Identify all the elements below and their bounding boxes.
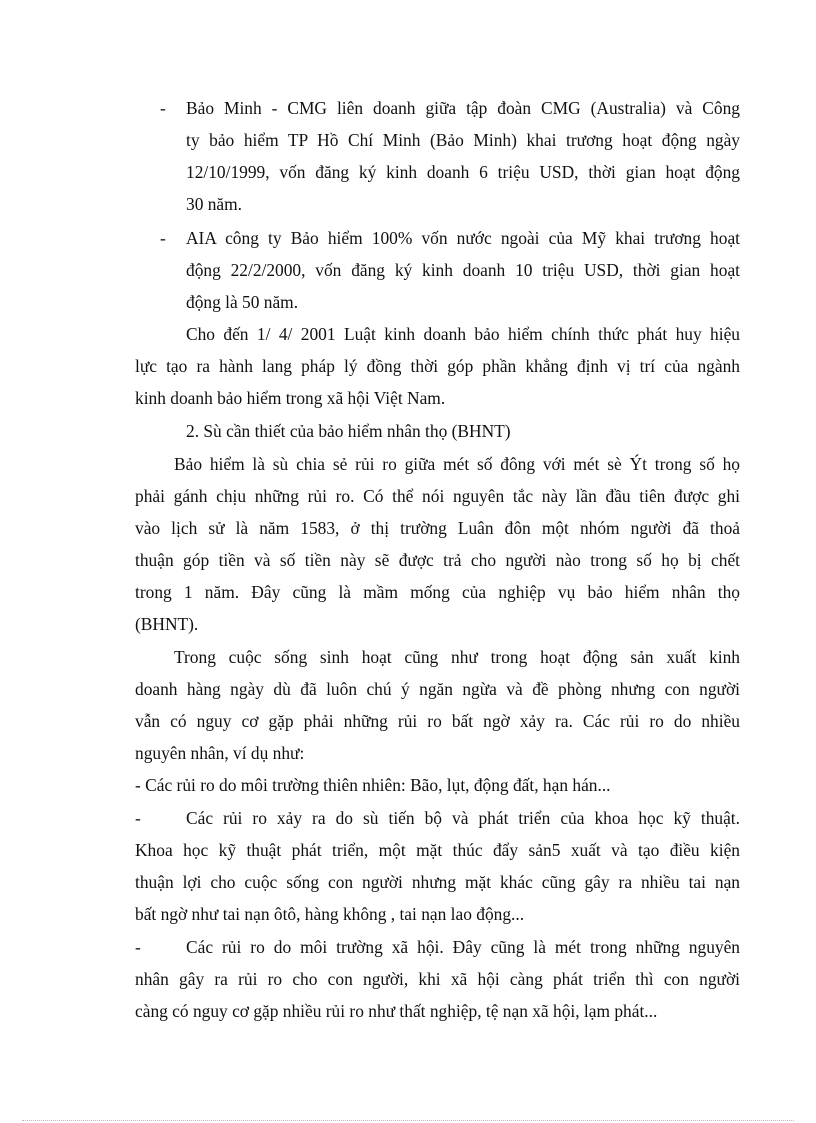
text-line: lực tạo ra hành lang pháp lý đồng thời góp phần khẳng định vị trí của ngành — [135, 356, 740, 376]
text-line: động 22/2/2000, vốn đăng ký kinh doanh 10 triệu USD, thời gian hoạt — [186, 260, 740, 280]
text-line: trong 1 năm. Đây cũng là mầm mống của nghiệp vụ bảo hiểm nhân thọ — [135, 582, 740, 602]
text-line: Các rủi ro xảy ra do sù tiến bộ và phát triển của khoa học kỹ thuật. — [186, 808, 740, 828]
text-line: 30 năm. — [186, 194, 243, 214]
text-line: Cho đến 1/ 4/ 2001 Luật kinh doanh bảo hiểm chính thức phát huy hiệu — [186, 324, 740, 344]
text-line: càng có nguy cơ gặp nhiều rủi ro như thất nghiệp, tệ nạn xã hội, lạm phát... — [135, 1001, 658, 1021]
text-line: vẫn có nguy cơ gặp phải những rủi ro bất ngờ xảy ra. Các rủi ro do nhiều — [135, 711, 740, 731]
text-line: phải gánh chịu những rủi ro. Có thể nói nguyên tắc này lần đầu tiên được ghi — [135, 486, 740, 506]
text-line: doanh hàng ngày dù đã luôn chú ý ngăn ngừa và đề phòng nhưng con người — [135, 679, 740, 699]
section-heading: 2. Sù cần thiết của bảo hiểm nhân thọ (BHNT) — [186, 421, 511, 441]
page-bottom-divider — [22, 1120, 794, 1121]
bullet-marker: - — [160, 98, 166, 118]
text-line: Bảo Minh - CMG liên doanh giữa tập đoàn CMG (Australia) và Công — [186, 98, 740, 118]
text-line: nhân gây ra rủi ro cho con người, khi xã hội càng phát triển thì con người — [135, 969, 740, 989]
text-line: AIA công ty Bảo hiểm 100% vốn nước ngoài của Mỹ khai trương hoạt — [186, 228, 740, 248]
text-line: vào lịch sử là năm 1583, ở thị trường Luân đôn một nhóm người đã thoả — [135, 518, 740, 538]
text-line: nguyên nhân, ví dụ như: — [135, 743, 305, 763]
text-line: bất ngờ như tai nạn ôtô, hàng không , tai nạn lao động... — [135, 904, 525, 924]
text-line: Bảo hiểm là sù chia sẻ rủi ro giữa mét số đông với mét sè Ýt trong số họ — [174, 454, 740, 474]
text-line: Khoa học kỹ thuật phát triển, một mặt thúc đẩy sản5 xuất và tạo điều kiện — [135, 840, 740, 860]
bullet-marker: - — [135, 808, 141, 828]
list-item: - Các rủi ro do môi trường thiên nhiên: Bão, lụt, động đất, hạn hán... — [135, 775, 611, 795]
bullet-marker: - — [135, 937, 141, 957]
text-line: (BHNT). — [135, 614, 199, 634]
bullet-marker: - — [160, 228, 166, 248]
text-line: ty bảo hiểm TP Hồ Chí Minh (Bảo Minh) khai trương hoạt động ngày — [186, 130, 740, 150]
text-line: Trong cuộc sống sinh hoạt cũng như trong hoạt động sản xuất kinh — [174, 647, 740, 667]
text-line: động là 50 năm. — [186, 292, 299, 312]
text-line: thuận lợi cho cuộc sống con người nhưng mặt khác cũng gây ra nhiều tai nạn — [135, 872, 740, 892]
text-line: kinh doanh bảo hiểm trong xã hội Việt Nam. — [135, 388, 446, 408]
text-line: 12/10/1999, vốn đăng ký kinh doanh 6 triệu USD, thời gian hoạt động — [186, 162, 740, 182]
text-line: thuận góp tiền và số tiền này sẽ được trả cho người nào trong số họ bị chết — [135, 550, 740, 570]
text-line: Các rủi ro do môi trường xã hội. Đây cũng là mét trong những nguyên — [186, 937, 740, 957]
